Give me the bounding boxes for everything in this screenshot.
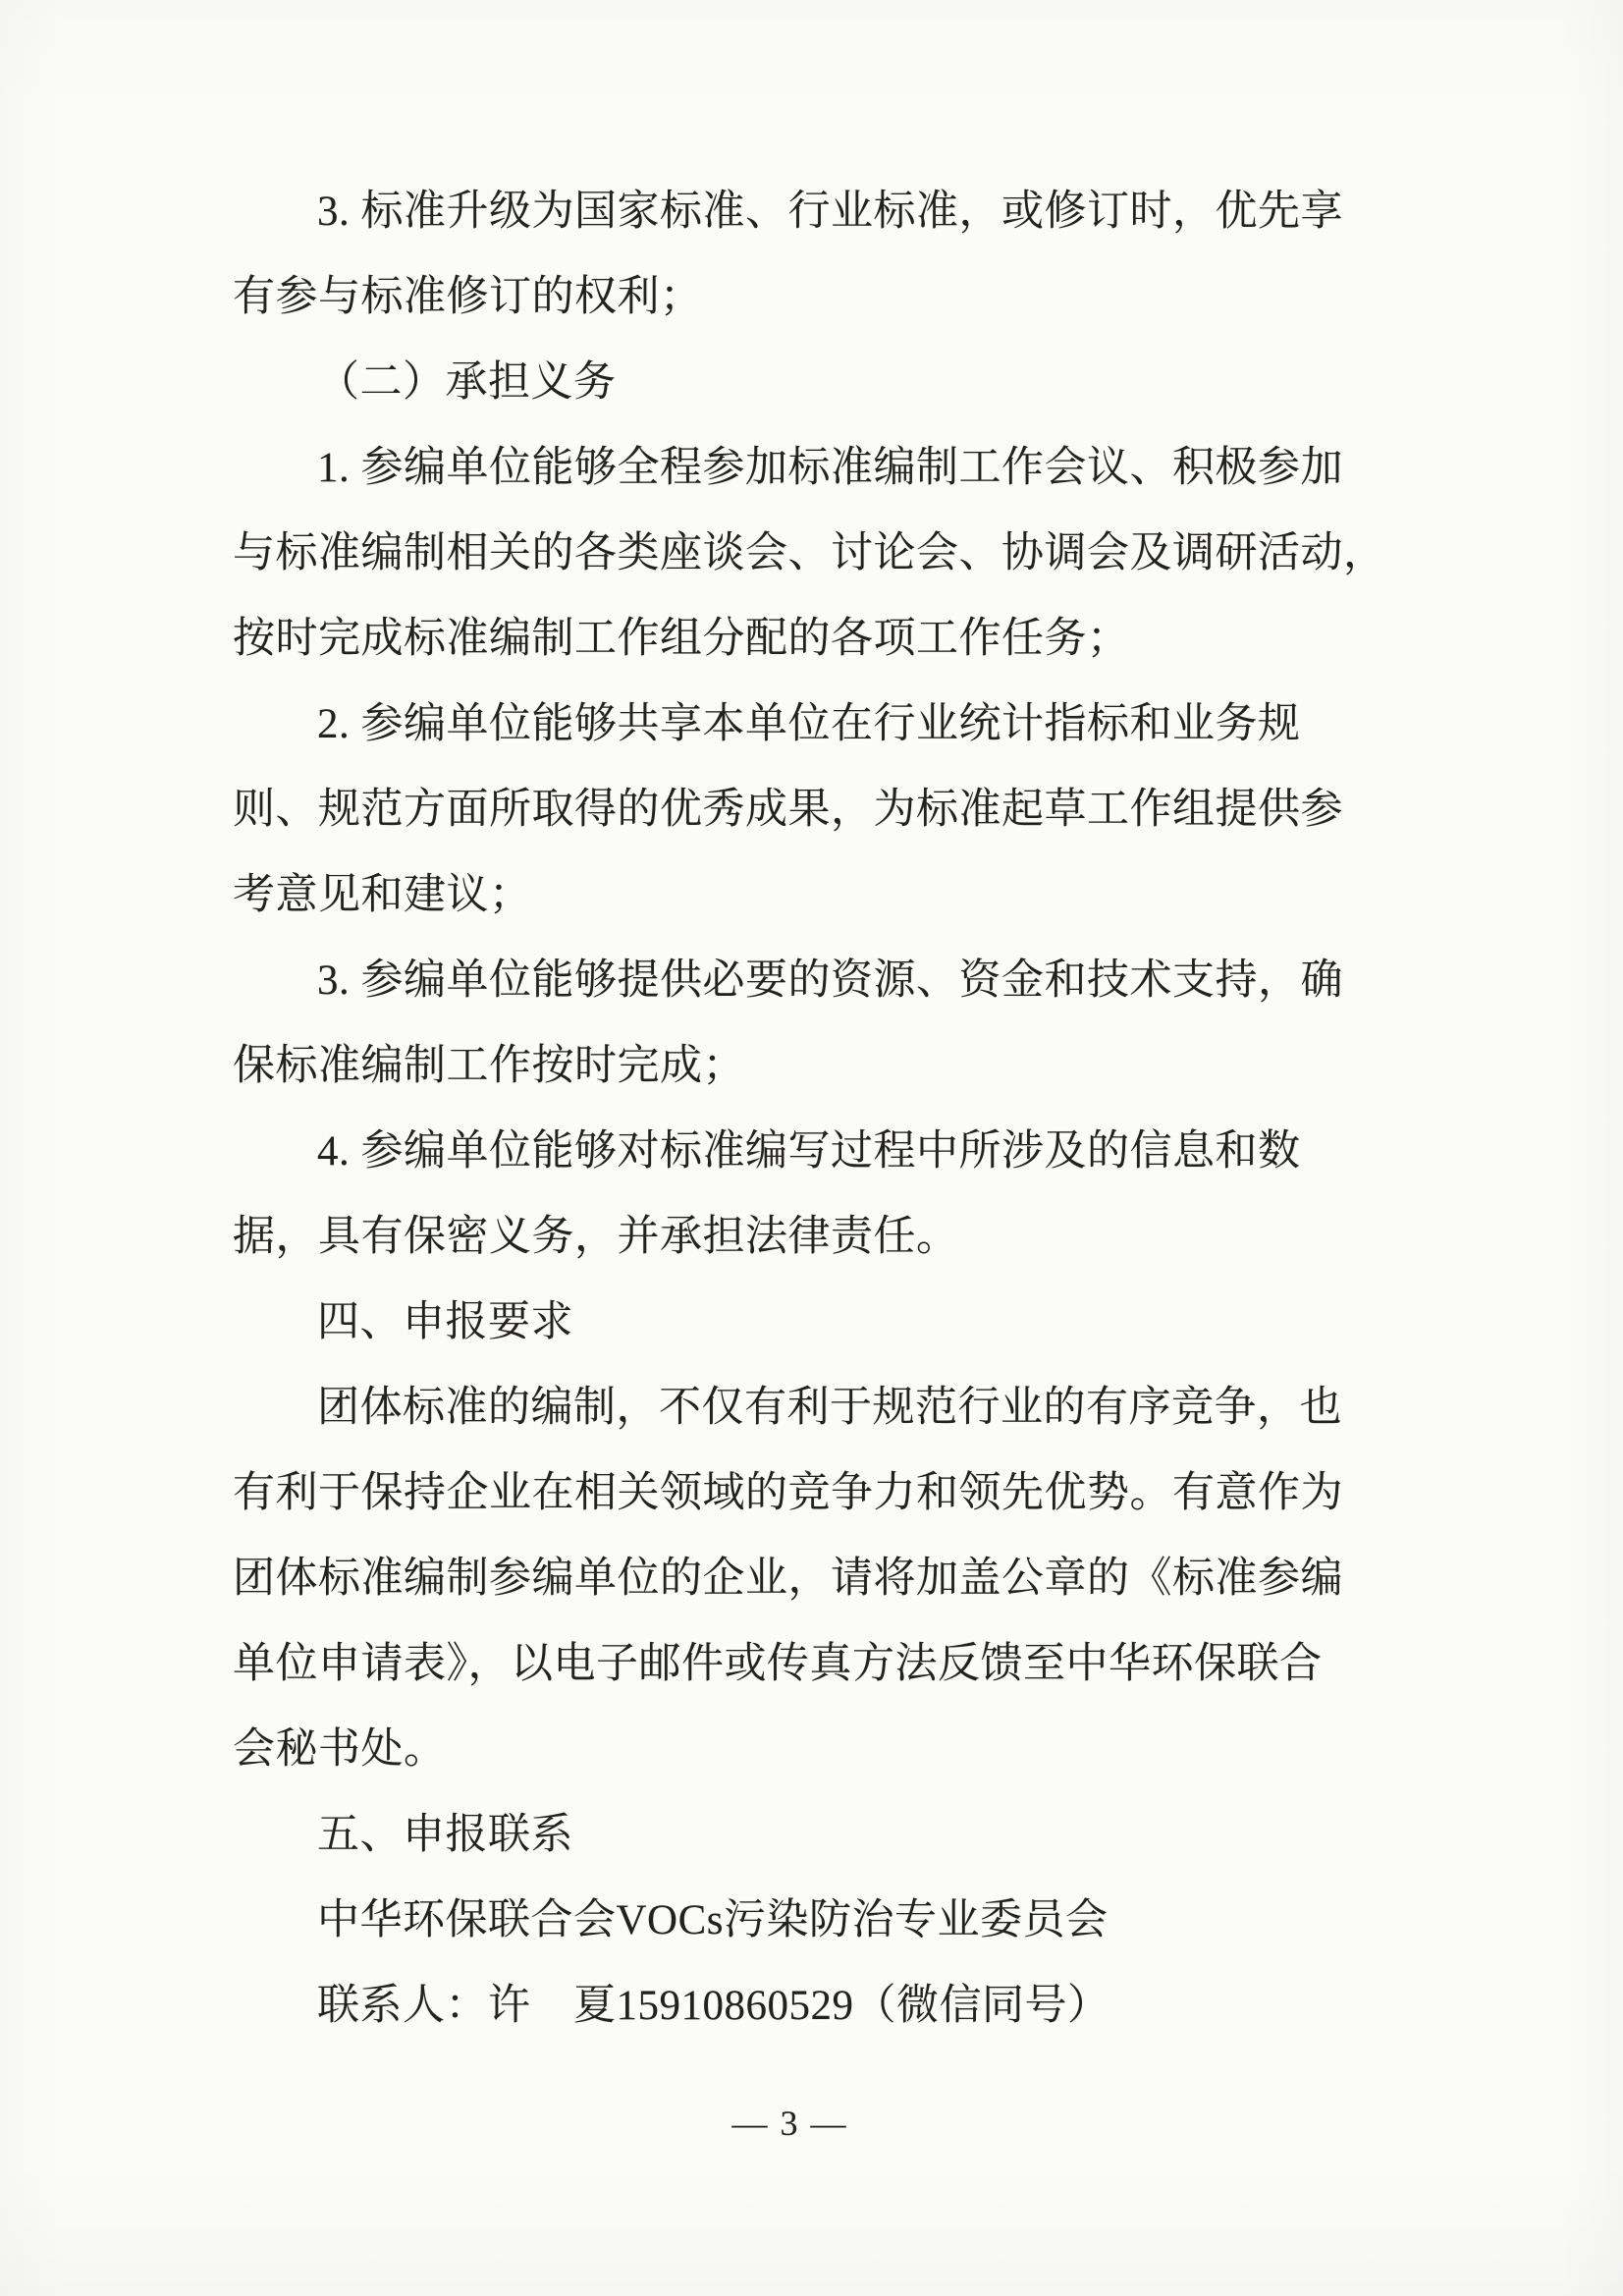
text-line: 保标准编制工作按时完成； bbox=[233, 1043, 745, 1089]
text-line: 五、申报联系 bbox=[317, 1812, 573, 1858]
text-line: 3. 参编单位能够提供必要的资源、资金和技术支持，确 bbox=[317, 957, 1343, 1004]
text-line: 2. 参编单位能够共享本单位在行业统计指标和业务规 bbox=[317, 701, 1301, 747]
text-line: 3. 标准升级为国家标准、行业标准，或修订时，优先享 bbox=[317, 189, 1343, 235]
text-line: 单位申请表》，以电子邮件或传真方法反馈至中华环保联合 bbox=[233, 1641, 1323, 1687]
page-number: — 3 — bbox=[731, 2104, 848, 2143]
text-line: 考意见和建议； bbox=[233, 872, 532, 918]
text-line: 据，具有保密义务，并承担法律责任。 bbox=[233, 1214, 959, 1260]
text-line: 中华环保联合会VOCs污染防治专业委员会 bbox=[317, 1897, 1109, 1943]
text-line: 则、规范方面所取得的优秀成果，为标准起草工作组提供参 bbox=[233, 787, 1343, 833]
text-line: 团体标准的编制，不仅有利于规范行业的有序竞争，也 bbox=[317, 1385, 1342, 1431]
text-line: 有参与标准修订的权利； bbox=[233, 274, 703, 320]
text-line: 会秘书处。 bbox=[233, 1726, 447, 1773]
document-body bbox=[233, 169, 1391, 2049]
text-line: 4. 参编单位能够对标准编写过程中所涉及的信息和数 bbox=[317, 1128, 1301, 1175]
text-line: 团体标准编制参编单位的企业，请将加盖公章的《标准参编 bbox=[233, 1556, 1343, 1602]
text-line: 与标准编制相关的各类座谈会、讨论会、协调会及调研活动， bbox=[233, 530, 1386, 576]
text-line: 有利于保持企业在相关领域的竞争力和领先优势。有意作为 bbox=[233, 1470, 1343, 1516]
text-line: 四、申报要求 bbox=[317, 1299, 573, 1345]
text-line: （二）承担义务 bbox=[317, 359, 617, 406]
text-line: 联系人：许 夏15910860529（微信同号） bbox=[317, 1983, 1110, 2029]
text-line: 1. 参编单位能够全程参加标准编制工作会议、积极参加 bbox=[317, 445, 1343, 491]
text-line: 按时完成标准编制工作组分配的各项工作任务； bbox=[233, 616, 1130, 662]
